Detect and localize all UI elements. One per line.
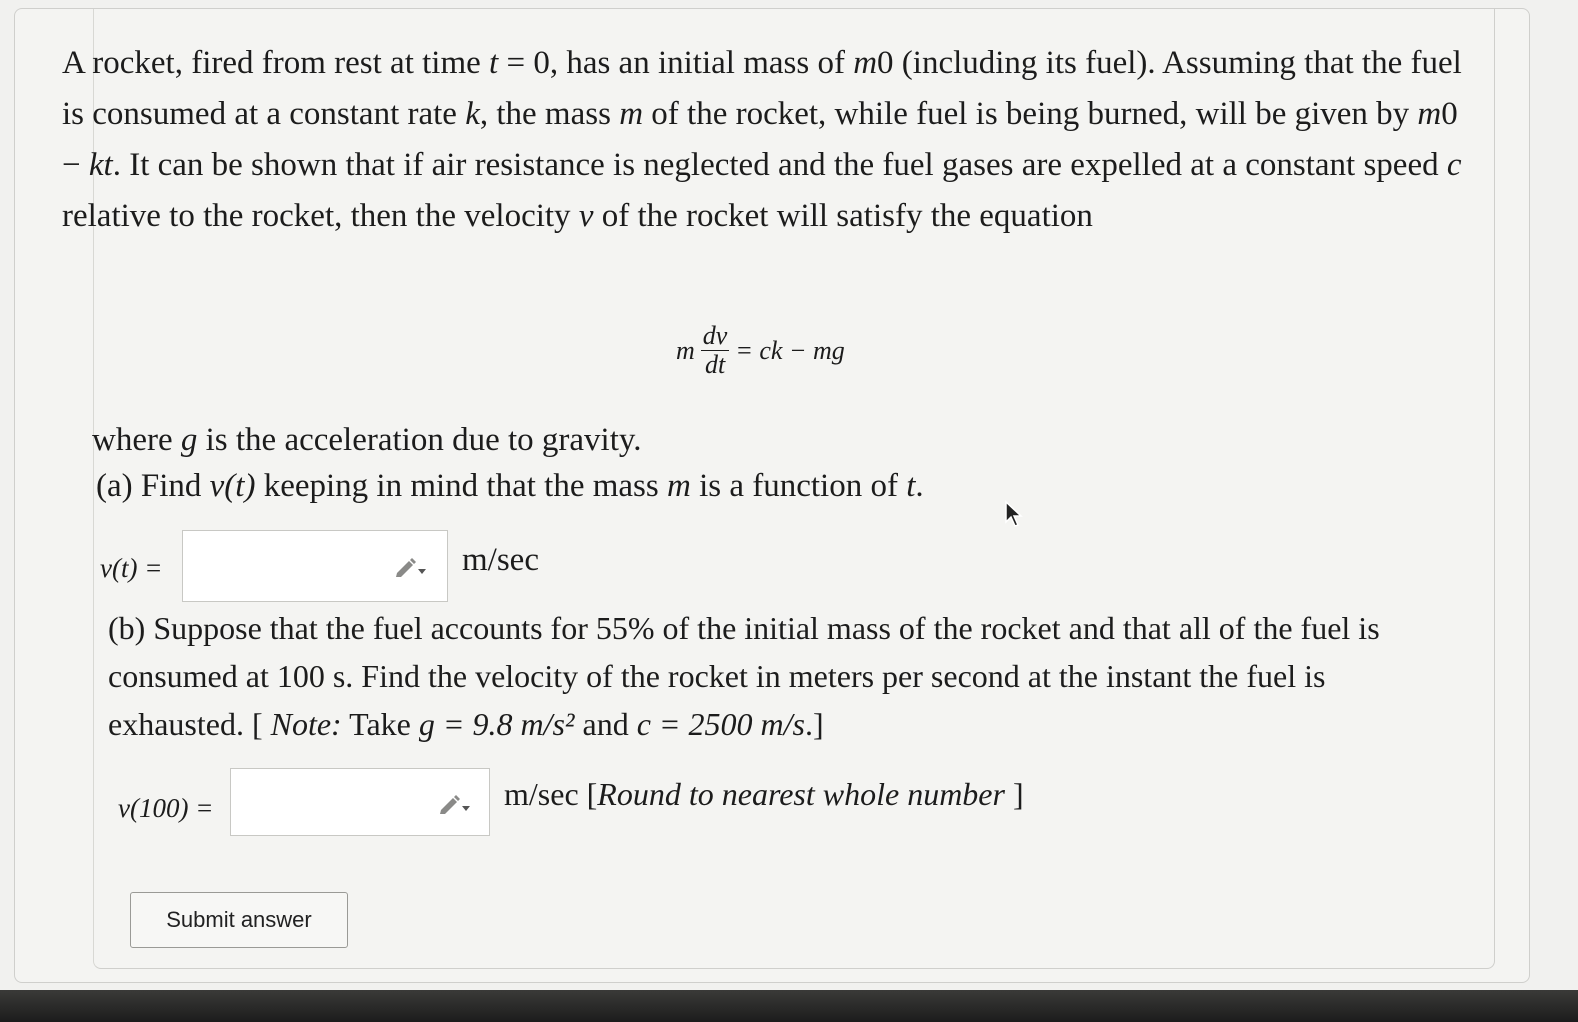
mouse-cursor-icon [1004, 500, 1026, 528]
part-a-answer-label: v(t) = [100, 553, 163, 583]
equation-fraction [701, 322, 730, 379]
problem-statement: A rocket, fired from rest at time t = 0, has an initial mass of m0 (including its fuel). Assuming that the fuel is consumed at a constant rate k, the mass m of the rocket, while fuel is being burned, will be given by m0 − kt. It can be shown that if air resistance is neglected and the fuel gases are expelled at a constant speed c relative to the rocket, then the velocity v of the rocket will satisfy the equation [62, 45, 1462, 234]
equation-denominator: dt [704, 350, 726, 379]
gravity-definition: where g is the acceleration due to gravity. [92, 422, 642, 458]
equation-numerator: dv [702, 321, 728, 350]
part-a-question: (a) Find v(t) keeping in mind that the mass m is a function of t. [96, 468, 924, 504]
equation-lhs: m [676, 335, 695, 365]
differential-equation [676, 322, 845, 379]
pencil-dropdown-icon[interactable] [438, 793, 472, 815]
part-b-answer-label: v(100) = [118, 793, 214, 823]
equation-rhs: = ck − mg [735, 335, 845, 365]
pencil-dropdown-icon[interactable] [394, 556, 428, 578]
monitor-bezel [0, 990, 1578, 1022]
round-instruction: Round to nearest whole number [597, 776, 1005, 812]
part-b-unit-note: m/sec [Round to nearest whole number ] [504, 776, 1024, 812]
part-a-unit: m/sec [462, 542, 539, 578]
submit-answer-button[interactable]: Submit answer [130, 892, 348, 948]
part-b-question: (b) Suppose that the fuel accounts for 55% of the initial mass of the rocket and that all of the fuel is consumed at 100 s. Find the velocity of the rocket in meters per second at the instant the fuel is exhausted. [ Note: Take g = 9.8 m/s² and c = 2500 m/s.] [108, 610, 1380, 742]
